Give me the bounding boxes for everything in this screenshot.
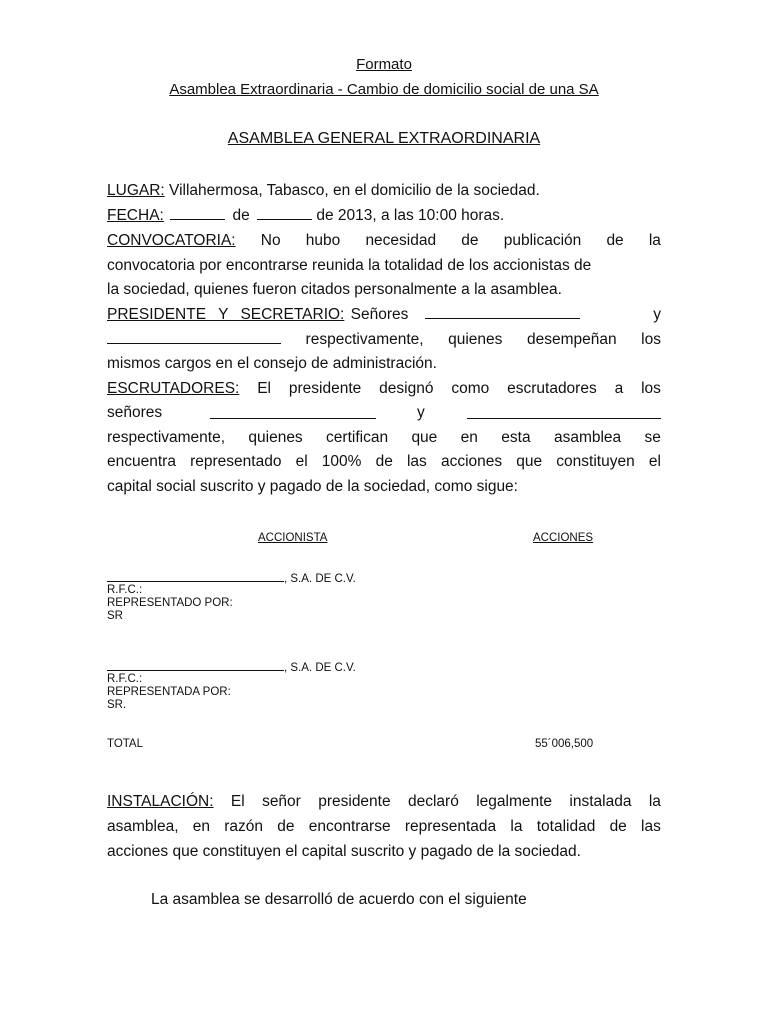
- word: razón: [224, 818, 264, 835]
- document-subtitle: Asamblea Extraordinaria - Cambio de domicilio social de una SA: [169, 81, 599, 98]
- word: respectivamente,: [305, 331, 424, 348]
- word: El: [257, 380, 272, 397]
- word: la: [510, 818, 523, 835]
- total-value: 55´006,500: [535, 738, 594, 750]
- shareholder-1-rep: REPRESENTADO POR:: [107, 597, 233, 609]
- fecha-text: de 2013, a las 10:00 horas.: [316, 207, 505, 224]
- total-label: TOTAL: [107, 738, 143, 750]
- word: de: [375, 453, 393, 470]
- escrutadores-line-5: capital social suscrito y pagado de la sociedad, como sigue:: [107, 478, 518, 495]
- word: las: [641, 818, 661, 835]
- instalacion-line-2: [107, 815, 661, 840]
- presidente-senores: Señores: [350, 306, 409, 323]
- word: que: [516, 453, 543, 470]
- word: de: [609, 818, 627, 835]
- word: escrutadores: [507, 380, 597, 397]
- word: los: [641, 380, 661, 397]
- word: señor: [262, 793, 301, 810]
- convocatoria-line-2: convocatoria por encontrarse reunida la totalidad de los accionistas de: [107, 257, 592, 274]
- convocatoria-line-1: [107, 229, 661, 254]
- word: el: [295, 453, 308, 470]
- word: totalidad: [536, 818, 596, 835]
- presidente-line-3: mismos cargos en el consejo de administración.: [107, 355, 437, 372]
- word: en: [460, 429, 478, 446]
- word: designó: [379, 380, 434, 397]
- escrutadores-line-1: [107, 377, 661, 402]
- word: encontrarse: [308, 818, 391, 835]
- escrutador-2-blank[interactable]: [467, 406, 661, 419]
- presidente-line-1: [107, 303, 661, 328]
- word: el: [648, 453, 661, 470]
- closing-line: La asamblea se desarrolló de acuerdo con el siguiente: [151, 891, 527, 908]
- escrutadores-line-4: [107, 450, 661, 475]
- document-title: ASAMBLEA GENERAL EXTRAORDINARIA: [227, 130, 541, 147]
- fecha-month-blank[interactable]: [257, 207, 312, 220]
- escrutadores-label: ESCRUTADORES:: [107, 380, 240, 397]
- shareholder-2-sa: , S.A. DE C.V.: [284, 662, 356, 674]
- lugar-label: LUGAR:: [107, 182, 165, 199]
- accionista-column-header: ACCIONISTA: [258, 532, 328, 544]
- word: presidente: [288, 380, 362, 397]
- fecha-label: FECHA:: [107, 207, 164, 224]
- word: 100%: [321, 453, 362, 470]
- lugar-text: Villahermosa, Tabasco, en el domicilio de la sociedad.: [164, 182, 540, 199]
- word: quienes: [248, 429, 303, 446]
- acciones-column-header: ACCIONES: [533, 532, 594, 544]
- word: que: [411, 429, 438, 446]
- word: de: [461, 232, 479, 249]
- shareholder-1-sr: SR: [107, 610, 123, 622]
- word: representada: [404, 818, 497, 835]
- lugar-line: [107, 179, 661, 204]
- convocatoria-label: CONVOCATORIA:: [107, 232, 236, 249]
- word: legalmente: [476, 793, 553, 810]
- word: hubo: [305, 232, 341, 249]
- presidente-y: y: [653, 306, 661, 323]
- shareholder-1-rfc: R.F.C.:: [107, 584, 143, 596]
- word: asamblea,: [107, 818, 179, 835]
- fecha-de: de: [232, 207, 250, 224]
- word: declaró: [407, 793, 459, 810]
- instalacion-line-1: [107, 790, 661, 815]
- shareholder-entry-2: [107, 660, 356, 675]
- word: necesidad: [365, 232, 437, 249]
- fecha-line: [107, 204, 661, 229]
- shareholder-2-rep: REPRESENTADA POR:: [107, 686, 231, 698]
- word: publicación: [503, 232, 582, 249]
- shareholder-1-sa: , S.A. DE C.V.: [284, 573, 356, 585]
- fecha-day-blank[interactable]: [170, 207, 225, 220]
- presidente-name-blank[interactable]: [425, 306, 580, 319]
- escrutador-1-blank[interactable]: [210, 406, 376, 419]
- instalacion-label: INSTALACIÓN:: [107, 793, 214, 810]
- secretario-name-blank[interactable]: [107, 331, 281, 344]
- word: asamblea: [553, 429, 622, 446]
- shareholder-1-name-blank[interactable]: [107, 571, 284, 582]
- escrutadores-line-3: [107, 426, 661, 451]
- word: los: [641, 331, 661, 348]
- word: presidente: [318, 793, 391, 810]
- escrutadores-y: y: [417, 404, 425, 421]
- word: No: [260, 232, 281, 249]
- word: las: [406, 453, 427, 470]
- word: instalada: [569, 793, 632, 810]
- shareholder-2-name-blank[interactable]: [107, 660, 284, 671]
- presidente-label: PRESIDENTE Y SECRETARIO:: [107, 306, 345, 323]
- shareholder-2-rfc: R.F.C.:: [107, 673, 143, 685]
- word: de: [606, 232, 624, 249]
- word: en: [192, 818, 210, 835]
- escrutadores-senores: señores: [107, 404, 163, 421]
- escrutadores-line-2: [107, 401, 661, 426]
- convocatoria-line-3: la sociedad, quienes fueron citados personalmente a la asamblea.: [107, 281, 562, 298]
- word: la: [648, 232, 661, 249]
- shareholder-entry-1: [107, 571, 356, 586]
- format-label: Formato: [356, 56, 412, 73]
- word: se: [644, 429, 661, 446]
- word: certifican: [326, 429, 389, 446]
- shareholder-2-sr: SR.: [107, 699, 127, 711]
- word: representado: [190, 453, 282, 470]
- word: quienes: [448, 331, 503, 348]
- presidente-line-2: [107, 328, 661, 353]
- word: esta: [501, 429, 531, 446]
- word: encuentra: [107, 453, 176, 470]
- word: El: [230, 793, 245, 810]
- word: de: [277, 818, 295, 835]
- word: respectivamente,: [107, 429, 226, 446]
- word: acciones: [440, 453, 503, 470]
- word: constituyen: [556, 453, 635, 470]
- instalacion-line-3: acciones que constituyen el capital suscrito y pagado de la sociedad.: [107, 843, 581, 860]
- word: a: [614, 380, 624, 397]
- word: desempeñan: [526, 331, 617, 348]
- word: la: [648, 793, 661, 810]
- word: como: [451, 380, 490, 397]
